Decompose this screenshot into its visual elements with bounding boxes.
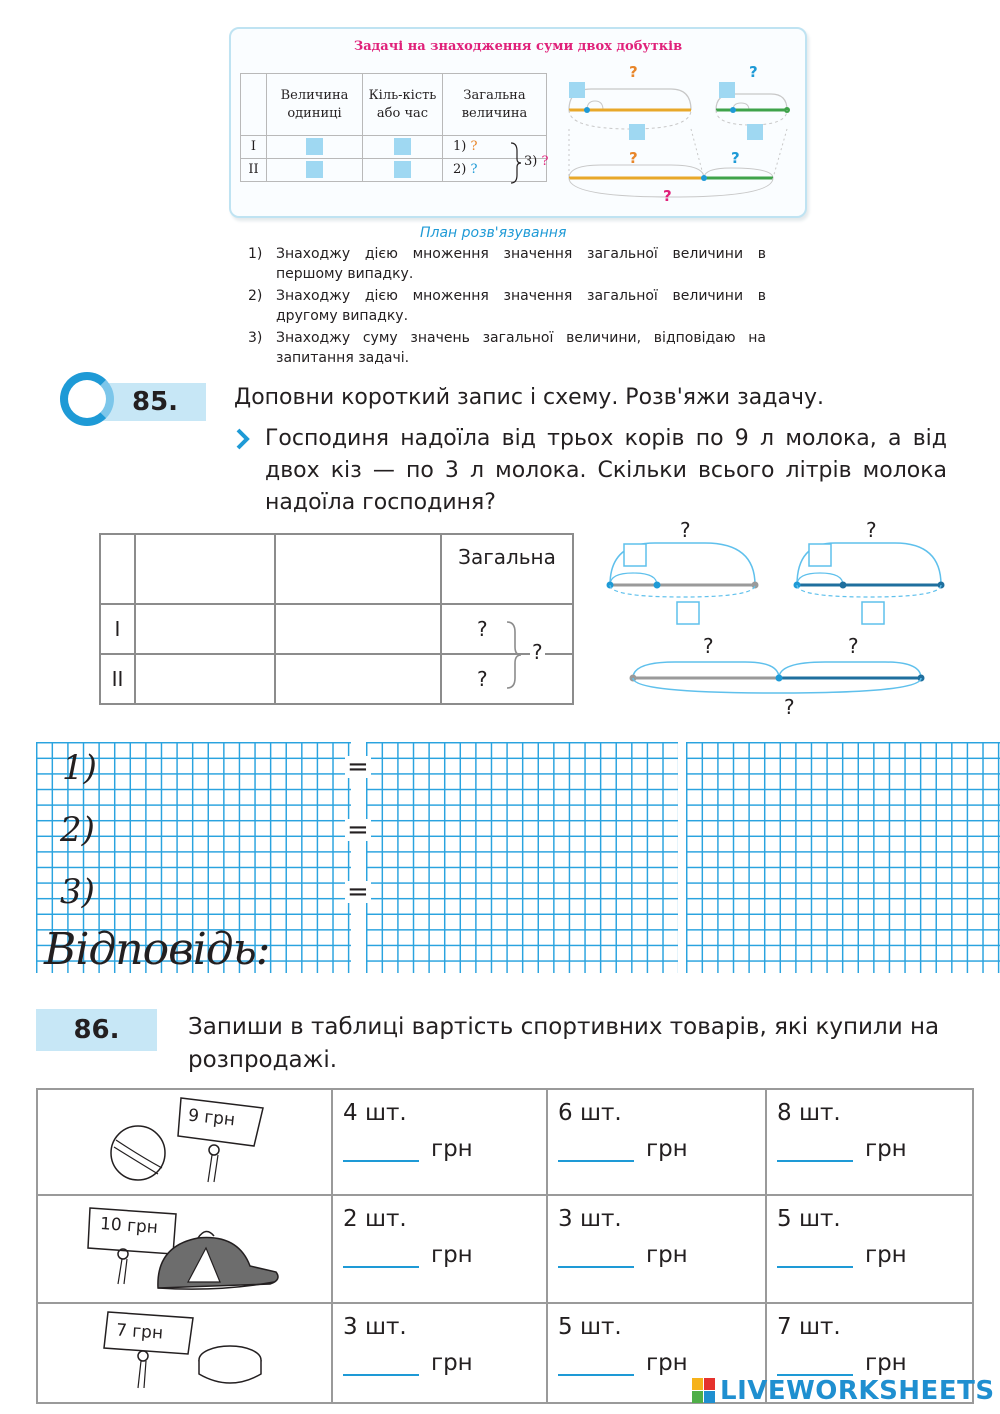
puck-icon [38,1304,328,1396]
reference-title: Задачі на знаходження суми двох добутків [353,39,683,54]
blue-square-icon [747,124,763,140]
difficulty-circle-icon [60,372,114,426]
ref-col-unit: Величина одиниці [267,74,363,136]
answer-input[interactable] [343,1246,419,1268]
scheme-question: ? [848,634,859,658]
reference-table [240,73,547,182]
answer-input[interactable] [343,1354,419,1376]
t85-header-total: Загальна [441,534,573,604]
price-cell [766,1089,973,1195]
answer-input[interactable] [558,1246,634,1268]
answer-slot: грн [343,1136,546,1166]
answer-slot: грн [558,1350,765,1380]
ref-cell [363,159,443,182]
cap-icon [38,1196,328,1296]
count-label: 3 шт. [558,1206,622,1232]
scheme-question: ? [866,518,877,542]
scheme-question: ? [703,634,714,658]
blue-square-icon [306,138,323,155]
answer-slot: грн [558,1242,765,1272]
blue-square-icon [719,82,735,98]
price-cell [332,1089,547,1195]
t85-input-cell[interactable] [275,604,441,654]
answer-input[interactable] [558,1354,634,1376]
scheme-question-3: ? [629,149,638,167]
liveworksheets-logo-icon [692,1378,716,1404]
task-85-instruction: Доповни короткий запис і схему. Розв'яжи задачу. [234,385,824,410]
equals-sign: = [347,877,369,907]
t85-input-cell[interactable] [135,534,275,604]
answer-input[interactable] [777,1140,853,1162]
price-tag-puck: 7 грн [115,1320,164,1344]
scheme-input-box[interactable] [677,602,699,624]
ref-cell [363,136,443,159]
task-86-table [36,1088,974,1404]
price-cell [547,1195,766,1303]
t85-input-cell[interactable] [275,534,441,604]
scheme-question: ? [784,695,795,719]
ref-row-label: II [241,159,267,182]
answer-input[interactable] [777,1354,853,1376]
ref-row-label: I [241,136,267,159]
task-85-problem: Господиня надоїла від трьох корів по 9 л молока, а від двох кіз — по 3 л молока. Скільки всього літрів молока надоїла господиня? [265,426,947,515]
blue-square-icon [569,82,585,98]
plan-item: 2) Знаходжу дією множення значення загальної величини в другому випадку. [248,288,766,324]
item-cell-cap [37,1195,332,1303]
answer-label: Відповідь: [44,924,270,975]
price-tag-cap: 10 грн [99,1214,159,1238]
solution-grid-middle[interactable] [366,742,678,973]
t85-input-cell[interactable] [135,604,275,654]
scheme-question-total: ? [663,187,672,205]
answer-input[interactable] [343,1140,419,1162]
scheme-question-2: ? [749,63,758,81]
answer-slot: грн [777,1350,972,1380]
t85-sum-question: ? [532,640,543,664]
plan-item: 1) Знаходжу дією множення значення загальної величини в першому випадку. [248,246,766,282]
item-cell-puck [37,1303,332,1403]
ref-col-total: Загальна величина [443,74,547,136]
reference-scheme [561,59,806,219]
solution-grid-right[interactable] [686,742,1000,973]
blue-square-icon [394,138,411,155]
scheme-question-4: ? [731,149,740,167]
equals-sign: = [347,752,369,782]
count-label: 2 шт. [343,1206,407,1232]
ref-step-2: 2) [453,162,467,177]
answer-slot: грн [343,1350,546,1380]
blue-square-icon [394,161,411,178]
count-label: 8 шт. [777,1100,841,1126]
plan-item: 3) Знаходжу суму значень загальної величини, відповідаю на запитання задачі. [248,330,766,366]
chevron-right-icon [236,428,248,448]
answer-slot: грн [558,1136,765,1166]
ref-col-count: Кіль-кість або час [363,74,443,136]
t85-input-cell[interactable] [135,654,275,704]
count-label: 7 шт. [777,1314,841,1340]
scheme-input-box[interactable] [624,544,646,566]
blue-square-icon [629,124,645,140]
liveworksheets-logo[interactable]: LIVEWORKSHEETS [720,1376,995,1406]
reference-box [229,27,807,218]
count-label: 5 шт. [777,1206,841,1232]
count-label: 3 шт. [343,1314,407,1340]
answer-input[interactable] [777,1246,853,1268]
price-cell [766,1195,973,1303]
task-85-scheme [595,515,955,715]
scheme-question: ? [680,518,691,542]
t85-row-label: II [100,654,135,704]
count-label: 4 шт. [343,1100,407,1126]
scheme-question-1: ? [629,63,638,81]
blue-square-icon [306,161,323,178]
t85-question: ? [441,604,573,654]
answer-slot: грн [777,1136,972,1166]
count-label: 5 шт. [558,1314,622,1340]
item-cell-ball [37,1089,332,1195]
price-cell [332,1195,547,1303]
answer-slot: грн [343,1242,546,1272]
price-cell [332,1303,547,1403]
price-cell [547,1089,766,1195]
scheme-input-box[interactable] [809,544,831,566]
ref-cell [267,159,363,182]
t85-row-label: I [100,604,135,654]
t85-input-cell[interactable] [275,654,441,704]
ref-step-3: 3) ? [524,154,549,169]
solution-step-3: 3) [60,872,95,912]
task-86-instruction: Запиши в таблиці вартість спортивних товарів, які купили на розпродажі. [188,1014,940,1073]
price-tag-ball: 9 грн [187,1105,236,1131]
task-85-table [99,533,574,705]
scheme-input-box[interactable] [862,602,884,624]
ball-icon [38,1090,328,1188]
ref-cell [267,136,363,159]
t85-corner [100,534,135,604]
ref-question-1: ? [470,139,478,154]
answer-input[interactable] [558,1140,634,1162]
plan-title: План розв'язування [420,225,567,241]
t85-question: ? [441,654,573,704]
solution-step-1: 1) [62,748,97,788]
ref-corner-cell [241,74,267,136]
task-85-number: 85. [84,383,206,421]
task-86-number: 86. [36,1009,157,1051]
equals-sign: = [347,815,369,845]
ref-step-1: 1) [453,139,467,154]
answer-slot: грн [777,1242,972,1272]
solution-step-2: 2) [60,810,95,850]
ref-question-2: ? [470,162,478,177]
count-label: 6 шт. [558,1100,622,1126]
